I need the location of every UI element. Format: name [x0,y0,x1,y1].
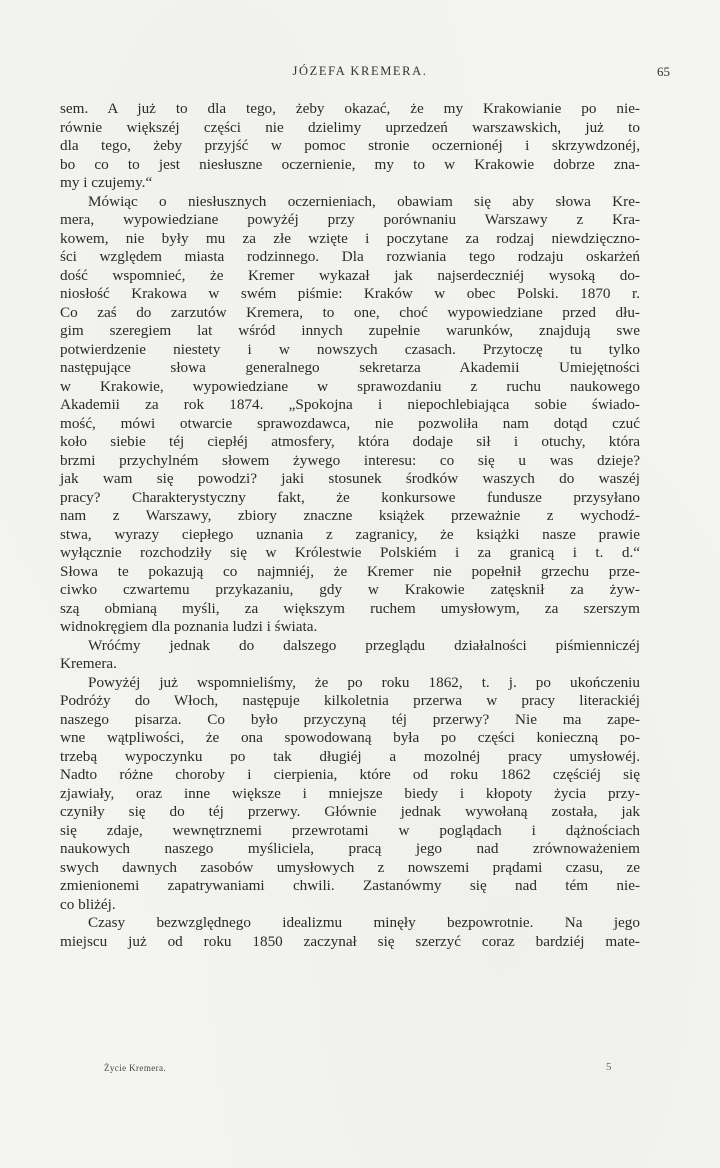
text-line: się zdaje, wewnętrznemi przewrotami w poglądach i dążnościach [60,821,640,839]
text-line: Co zaś do zarzutów Kremera, to one, choć wypowiedziane przed dłu- [60,303,640,321]
text-line: Czasy bezwzględnego idealizmu minęły bezpowrotnie. Na jego [88,914,640,931]
text-line: następujące słowa generalnego sekretarza Akademii Umiejętności [60,359,640,376]
text-line: równie większéj części nie dzielimy uprzedzeń warszawskich, już to [60,118,640,136]
text-line: koło siebie téj ciepłéj atmosfery, która dodaje sił i otuchy, która [60,433,640,450]
text-line: nam z Warszawy, zbiory znaczne książek przeważnie z wychodź- [60,507,640,524]
text-line: stwa, wyrazy ciepłego uznania z zagranicy, że książki nasze prawie [60,525,640,543]
text-line: Podróży do Włoch, następuje kilkoletnia przerwa w pracy literackiéj [60,692,640,709]
text-line: dość wspomnieć, że Kremer wykazał jak najserdeczniéj wysoką do- [60,266,640,284]
signature-mark: Życie Kremera. [104,1063,167,1073]
text-line: niosłość Krakowa w swém piśmie: Kraków w obec Polski. 1870 r. [60,285,640,302]
text-line: sem. A już to dla tego, żeby okazać, że my Krakowianie po nie- [60,100,640,117]
text-line: Słowa te pokazują co najmniéj, że Kremer nie popełnił grzechu prze- [60,562,640,580]
text-line: czyniły się do téj przerwy. Głównie jednak wywołaną została, jak [60,803,640,820]
text-line: dla tego, żeby przyjść w pomoc stronie oczernionéj i skrzywdzonéj, [60,137,640,154]
text-line: Nadto różne choroby i cierpienia, które od roku 1862 częściéj się [60,766,640,783]
text-line: brzmi przychylném słowem żywego interesu: co się u was dzieje? [60,451,640,469]
text-line: naukowych naszego myśliciela, pracą jego nad zrównoważeniem [60,840,640,857]
text-line: swych dawnych zasobów umysłowych z nowszemi prądami czasu, ze [60,858,640,876]
page-number: 65 [657,64,670,79]
text-line: Kremera. [60,655,117,672]
text-line: miejscu już od roku 1850 zaczynał się szerzyć coraz bardziéj mate- [60,932,640,950]
running-title: JÓZEFA KREMERA. [292,64,428,78]
text-line: Akademii za rok 1874. „Spokojna i niepochlebiająca sobie świado- [60,396,640,413]
text-line: w Krakowie, wypowiedziane w sprawozdaniu z ruchu naukowego [60,377,640,395]
text-line: co bliżéj. [60,895,116,913]
text-line: mera, wypowiedziane powyżéj przy porównaniu Warszawy z Kra- [60,211,640,228]
text-line: potwierdzenie niestety i w nowszych czasach. Przytoczę tu tylko [60,340,640,358]
text-line: zmienionemi zapatrywaniami chwili. Zastanówmy się nad tém nie- [60,877,640,894]
text-line: jak wam się powodzi? jaki stosunek środków waszych do waszéj [60,470,640,487]
running-head [0,64,720,84]
text-line: pracy? Charakterystyczny fakt, że konkursowe fundusze przysyłano [60,488,640,506]
text-line: Powyżéj już wspomnieliśmy, że po roku 1862, t. j. po ukończeniu [88,673,640,691]
text-line: widnokręgiem dla poznania ludzi i świata. [60,618,318,635]
text-line: szą obmianą myśli, za większym ruchem umysłowym, za szerszym [60,599,640,617]
text-line: bo co to jest niesłuszne oczernienie, my to w Krakowie dobrze zna- [60,155,640,173]
sheet-mark: 5 [606,1061,612,1073]
text-line: naszego pisarza. Co było przyczyną téj przerwy? Nie ma zape- [60,710,640,728]
text-line: Wróćmy jednak do dalszego przeglądu działalności piśmienniczéj [88,636,640,654]
text-line: zjawiały, oraz inne większe i mniejsze biedy i kłopoty życia przy- [60,784,640,802]
text-line: kowem, nie były mu za złe wzięte i poczytane za rodzaj niewdzięczno- [60,229,640,247]
text-line: gim szeregiem lat wśród innych zupełnie warunków, znajdują swe [60,322,640,339]
text-line: wne wątpliwości, że ona spowodowaną była po części konieczną po- [60,729,640,746]
text-line: Mówiąc o niesłusznych oczernieniach, obawiam się aby słowa Kre- [88,192,640,210]
text-line: mość, mówi otwarcie sprawozdawca, nie pozwoliła nam dotąd czuć [60,414,640,432]
text-line: ciwko czwartemu przykazaniu, gdy w Krakowie zatęsknił za żyw- [60,581,640,598]
text-line: ści względem miasta rodzinnego. Dla rozwiania tego rodzaju oskarżeń [60,248,640,265]
text-line: wyłącznie rozchodziły się w Królestwie Polskiém i za granicą i t. d.“ [60,544,640,561]
body-text [60,100,640,951]
text-line: trzebą wypoczynku po tak długiéj a mozolnéj pracy umysłowéj. [60,747,640,765]
text-line: my i czujemy.“ [60,174,153,191]
